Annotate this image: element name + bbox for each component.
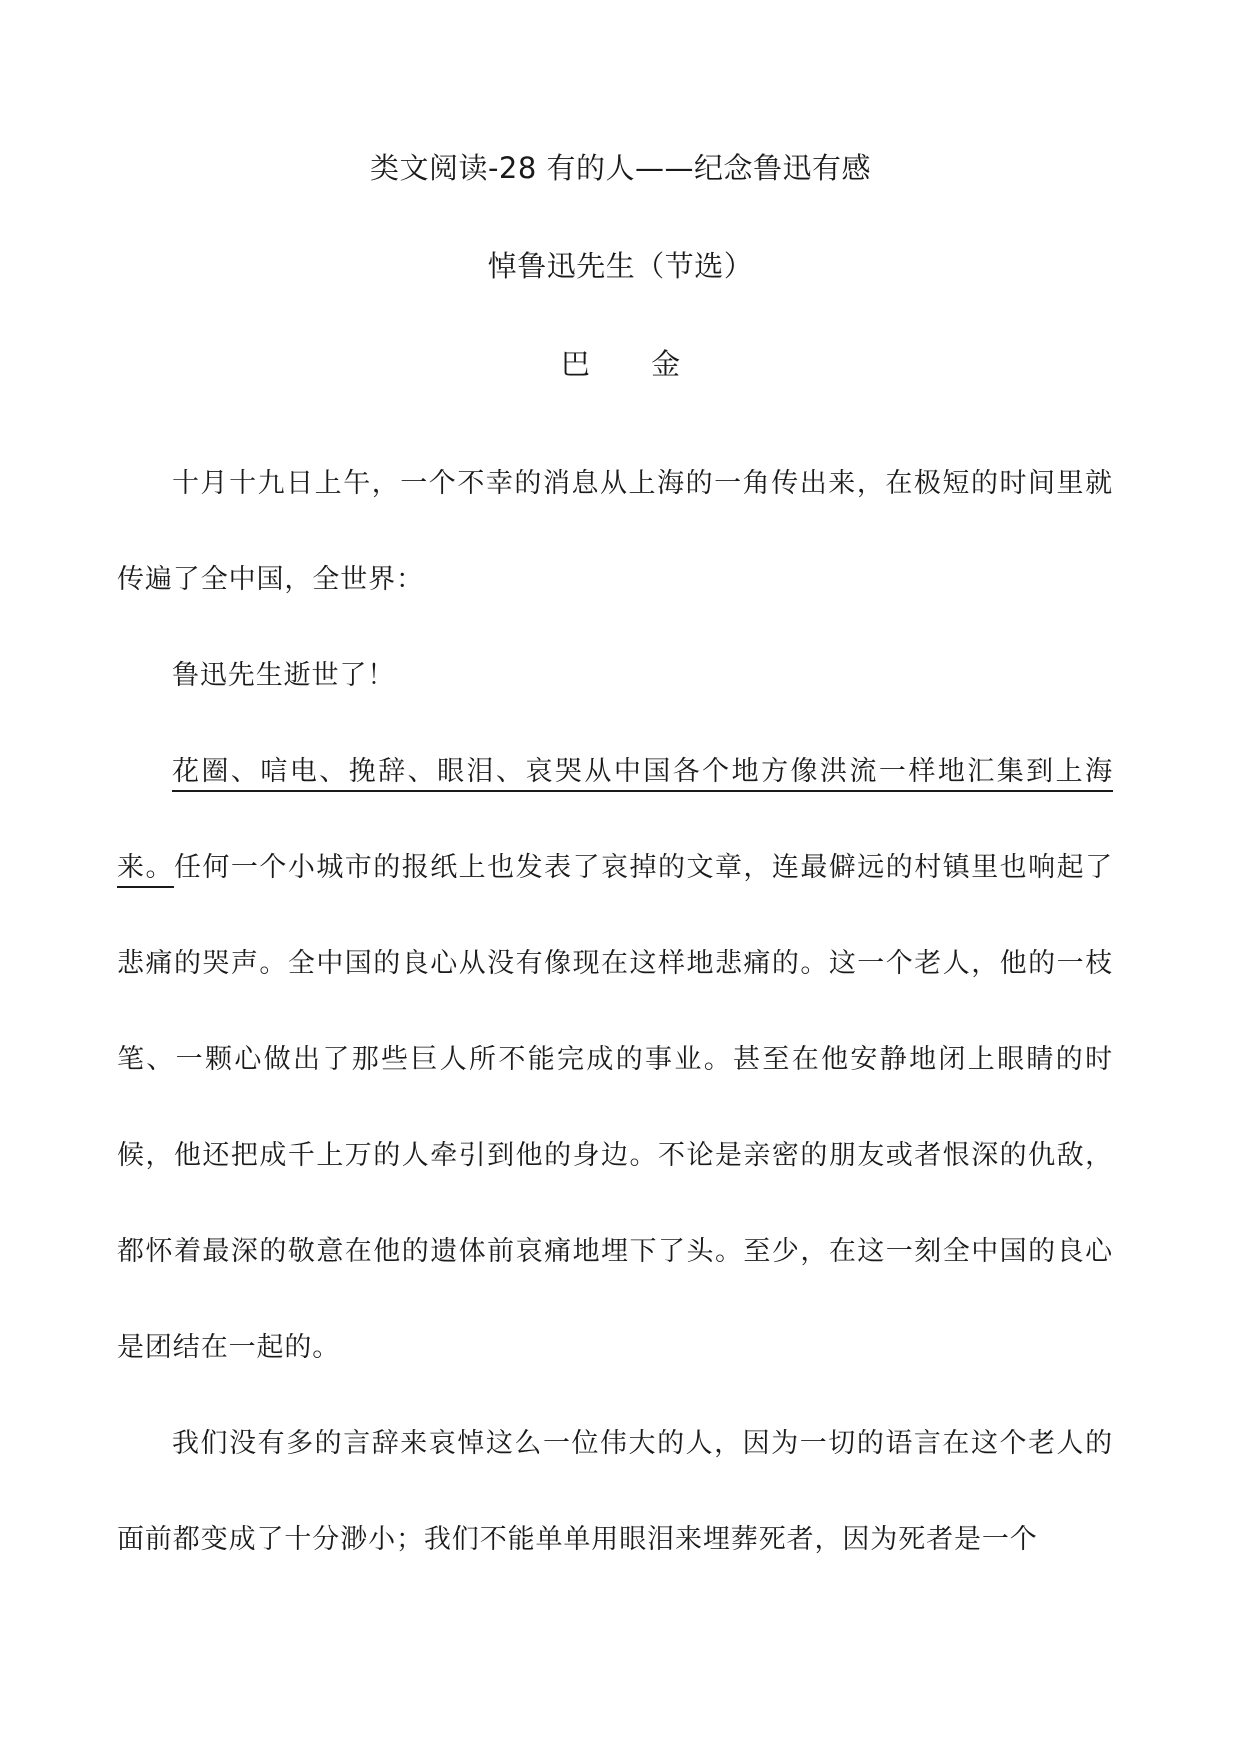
document-author: 巴 金 (560, 347, 707, 381)
document-title: 类文阅读-28 有的人——纪念鲁迅有感 (369, 151, 872, 185)
paragraph-2 (117, 628, 1113, 724)
paragraph-1-text: 十月十九日上午，一个不幸的消息从上海的一角传出来，在极短的时间里就传遍了全中国，全世界： (117, 468, 1113, 595)
article-body (117, 436, 1113, 1588)
underlined-sentence: 花圈、唁电、挽辞、眼泪、哀哭从中国各个地方像洪流一样地汇集到上海来。 (117, 756, 1113, 883)
paragraph-1 (117, 436, 1113, 628)
paragraph-3-text: 任何一个小城市的报纸上也发表了哀掉的文章，连最僻远的村镇里也响起了悲痛的哭声。全中国的良心从没有像现在这样地悲痛的。这一个老人，他的一枝笔、一颗心做出了那些巨人所不能完成的事业。甚至在他安静地闭上眼睛的时候，他还把成千上万的人牵引到他的身边。不论是亲密的朋友或者恨深的仇敌，都怀着最深的敬意在他的遗体前哀痛地埋下了头。至少，在这一刻全中国的良心是团结在一起的。 (117, 852, 1113, 1363)
paragraph-4-text: 我们没有多的言辞来哀悼这么一位伟大的人，因为一切的语言在这个老人的面前都变成了十分渺小；我们不能单单用眼泪来埋葬死者，因为死者是一个 (117, 1428, 1113, 1555)
paragraph-4 (117, 1396, 1113, 1588)
document-subtitle: 悼鲁迅先生（节选） (487, 249, 754, 283)
paragraph-3 (117, 724, 1113, 1396)
paragraph-2-text: 鲁迅先生逝世了！ (172, 660, 396, 691)
